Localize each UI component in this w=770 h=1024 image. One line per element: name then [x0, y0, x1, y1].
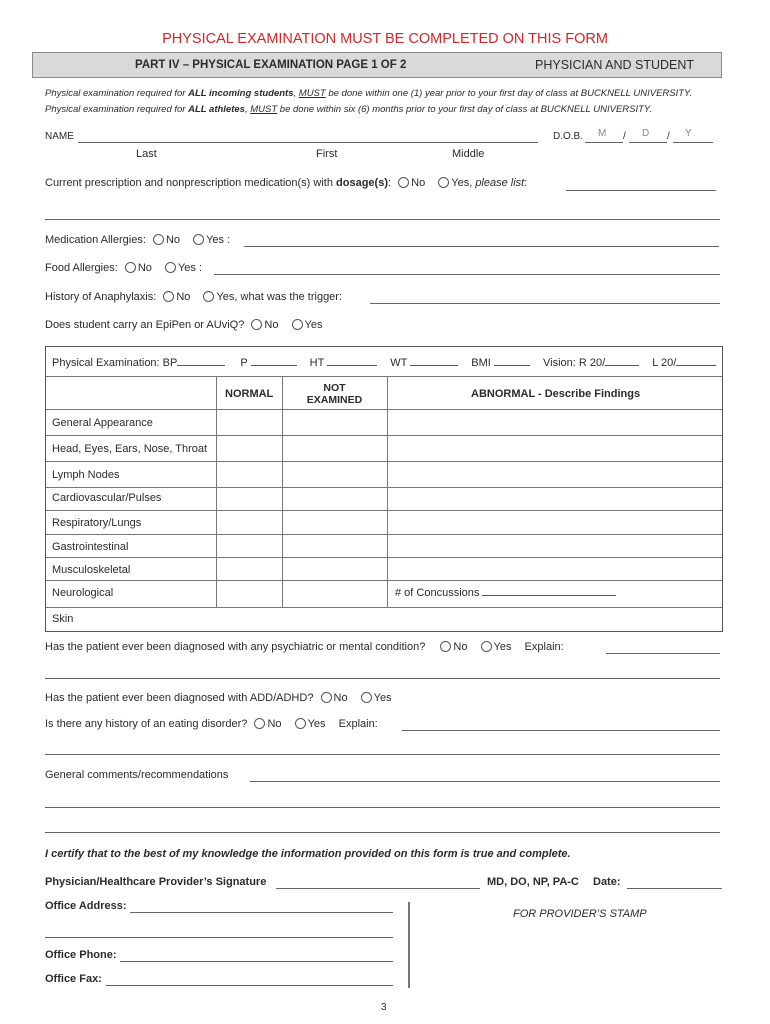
signature-field[interactable] — [276, 888, 480, 889]
office-address-label: Office Address: — [45, 900, 127, 912]
middle-name-caption: Middle — [452, 148, 485, 160]
section-banner — [32, 52, 722, 78]
eating-disorder-explain-field-2[interactable] — [45, 754, 720, 755]
epipen-question: Does student carry an EpiPen or AUviQ? No Yes — [45, 319, 323, 331]
medications-list-field[interactable] — [566, 190, 716, 191]
credentials-label: MD, DO, NP, PA-C — [487, 876, 579, 888]
exam-row-neurological: Neurological — [52, 587, 114, 599]
medications-question: Current prescription and nonprescription medication(s) with dosage(s): No Yes, please list: — [45, 177, 528, 189]
psychiatric-question: Has the patient ever been diagnosed with any psychiatric or mental condition? No Yes Explain: — [45, 641, 564, 653]
comments-field-3[interactable] — [45, 832, 720, 833]
medication-allergies-question: Medication Allergies: No Yes : — [45, 234, 231, 246]
concussions-field[interactable]: # of Concussions — [395, 587, 616, 599]
adhd-question: Has the patient ever been diagnosed with ADD/ADHD? No Yes — [45, 692, 392, 704]
food-allergies-question: Food Allergies: No Yes : — [45, 262, 203, 274]
anaphylaxis-yes-radio[interactable] — [203, 291, 214, 302]
signature-label: Physician/Healthcare Provider’s Signature — [45, 876, 267, 888]
exam-row-skin: Skin — [52, 613, 74, 625]
psychiatric-yes-radio[interactable] — [481, 641, 492, 652]
office-phone-label: Office Phone: — [45, 949, 117, 961]
medication-allergies-no-radio[interactable] — [153, 234, 164, 245]
name-field[interactable] — [78, 142, 538, 143]
page-number: 3 — [381, 1002, 387, 1013]
comments-field[interactable] — [250, 781, 720, 782]
eating-disorder-no-radio[interactable] — [254, 718, 265, 729]
dob-label: D.O.B. — [553, 131, 584, 142]
psychiatric-no-radio[interactable] — [440, 641, 451, 652]
anaphylaxis-question: History of Anaphylaxis: No Yes, what was the trigger: — [45, 291, 343, 303]
anaphylaxis-trigger-field[interactable] — [370, 303, 720, 304]
column-normal: NORMAL — [225, 388, 274, 400]
form-title: PHYSICAL EXAMINATION MUST BE COMPLETED ON THIS FORM — [162, 31, 608, 47]
epipen-no-radio[interactable] — [251, 319, 262, 330]
office-address-field[interactable] — [130, 912, 393, 913]
food-allergies-yes-radio[interactable] — [165, 262, 176, 273]
adhd-no-radio[interactable] — [321, 692, 332, 703]
food-allergies-no-radio[interactable] — [125, 262, 136, 273]
date-label: Date: — [593, 876, 621, 888]
exam-row-respiratory: Respiratory/Lungs — [52, 517, 142, 529]
medications-no-radio[interactable] — [398, 177, 409, 188]
date-field[interactable] — [627, 888, 722, 889]
psychiatric-explain-field[interactable] — [606, 653, 720, 654]
exam-row-general-appearance: General Appearance — [52, 417, 153, 429]
exam-row-lymph-nodes: Lymph Nodes — [52, 469, 120, 481]
vitals-row: Physical Examination: BP P HT WT BMI Vision: R 20/ L 20/ — [52, 357, 716, 369]
food-allergies-field[interactable] — [214, 274, 720, 275]
office-fax-field[interactable] — [106, 985, 393, 986]
column-abnormal: ABNORMAL - Describe Findings — [471, 388, 641, 400]
last-name-caption: Last — [136, 148, 157, 160]
requirement-note-athletes: Physical examination required for ALL athletes, MUST be done within six (6) months prior to your first day of class at BUCKNELL UNIVERSITY. — [45, 104, 653, 115]
column-not-examined: NOT EXAMINED — [306, 382, 363, 406]
anaphylaxis-no-radio[interactable] — [163, 291, 174, 302]
exam-row-heent: Head, Eyes, Ears, Nose, Throat — [52, 443, 208, 455]
exam-row-cardiovascular: Cardiovascular/Pulses — [52, 492, 162, 504]
eating-disorder-question: Is there any history of an eating disorder? No Yes Explain: — [45, 718, 378, 730]
dob-field[interactable]: M / D / Y — [585, 128, 715, 144]
first-name-caption: First — [316, 148, 338, 160]
epipen-yes-radio[interactable] — [292, 319, 303, 330]
medication-allergies-field[interactable] — [244, 246, 719, 247]
office-fax-label: Office Fax: — [45, 973, 102, 985]
comments-label: General comments/recommendations — [45, 769, 229, 781]
physical-exam-table — [45, 346, 723, 632]
name-label: NAME — [45, 131, 74, 142]
audience-label: PHYSICIAN AND STUDENT — [535, 58, 695, 72]
part-label: PART IV – PHYSICAL EXAMINATION PAGE 1 OF 2 — [135, 59, 407, 71]
comments-field-2[interactable] — [45, 807, 720, 808]
medications-yes-radio[interactable] — [438, 177, 449, 188]
office-address-field-2[interactable] — [45, 937, 393, 938]
psychiatric-explain-field-2[interactable] — [45, 678, 720, 679]
adhd-yes-radio[interactable] — [361, 692, 372, 703]
provider-stamp-area[interactable]: FOR PROVIDER’S STAMP — [513, 908, 647, 920]
eating-disorder-explain-field[interactable] — [402, 730, 720, 731]
medication-allergies-yes-radio[interactable] — [193, 234, 204, 245]
stamp-divider — [408, 902, 410, 988]
medications-list-field-2[interactable] — [45, 219, 720, 220]
certification-statement: I certify that to the best of my knowledge the information provided on this form is true and complete. — [45, 848, 571, 860]
exam-row-musculoskeletal: Musculoskeletal — [52, 564, 131, 576]
eating-disorder-yes-radio[interactable] — [295, 718, 306, 729]
office-phone-field[interactable] — [120, 961, 393, 962]
requirement-note-students: Physical examination required for ALL incoming students, MUST be done within one (1) year prior to your first day of class at BUCKNELL UNIVERSITY. — [45, 88, 693, 99]
exam-row-gastrointestinal: Gastrointestinal — [52, 541, 129, 553]
